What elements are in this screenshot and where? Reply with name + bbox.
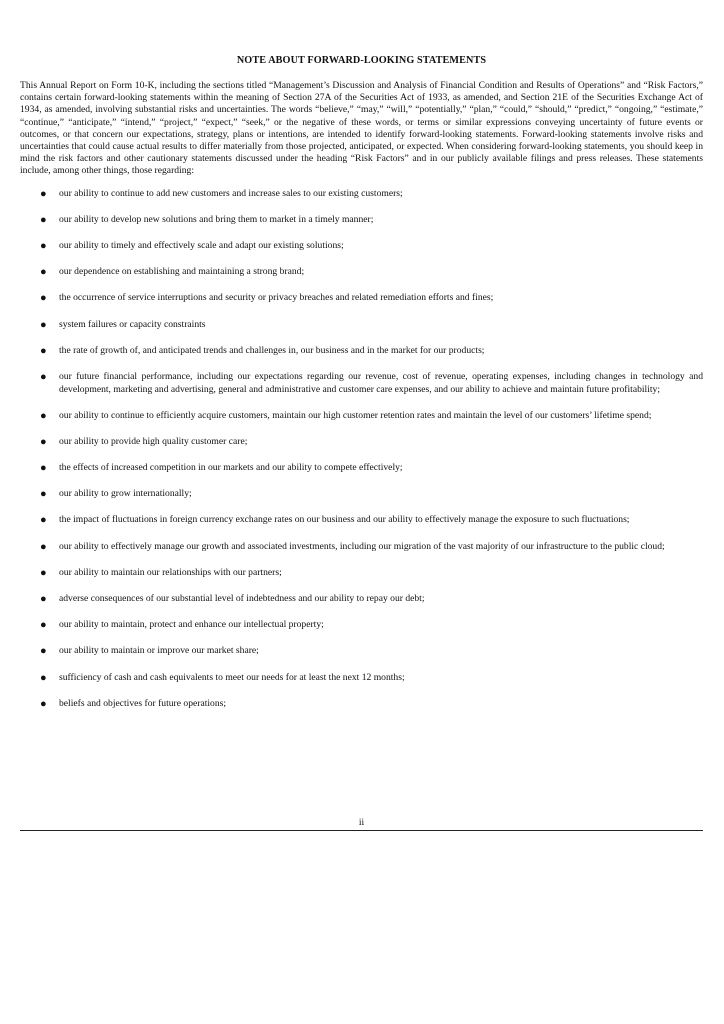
list-item-text: system failures or capacity constraints	[59, 318, 206, 330]
bullet-icon: ●	[40, 645, 47, 658]
list-item-text: adverse consequences of our substantial level of indebtedness and our ability to repay our debt;	[59, 593, 425, 605]
list-item-text: the impact of fluctuations in foreign currency exchange rates on our business and our ability to effectively manage the exposure to such fluctuations;	[59, 514, 630, 526]
bullet-icon: ●	[40, 344, 47, 357]
bullet-icon: ●	[40, 619, 47, 632]
list-item-text: our ability to timely and effectively scale and adapt our existing solutions;	[59, 240, 344, 251]
list-item	[20, 319, 703, 332]
page-title: NOTE ABOUT FORWARD-LOOKING STATEMENTS	[236, 55, 487, 66]
bullet-icon: ●	[40, 370, 47, 383]
bullet-icon: ●	[40, 240, 47, 252]
bullet-icon: ●	[40, 697, 47, 710]
bullet-icon: ●	[40, 266, 47, 279]
list-item	[20, 292, 703, 305]
list-item	[20, 567, 703, 580]
bullet-icon: ●	[40, 514, 47, 527]
list-item	[20, 462, 703, 475]
list-item-text: sufficiency of cash and cash equivalents to meet our needs for at least the next 12 months;	[59, 671, 405, 683]
list-item	[20, 619, 703, 632]
list-item	[20, 541, 703, 554]
list-item-text: our ability to develop new solutions and bring them to market in a timely manner;	[59, 213, 374, 225]
list-item-text: the rate of growth of, and anticipated trends and challenges in, our business and in the market for our products;	[59, 344, 485, 356]
bullet-icon: ●	[40, 566, 47, 579]
list-item-text: our ability to grow internationally;	[59, 488, 192, 500]
list-item-text: our future financial performance, including our expectations regarding our revenue, cost of revenue, operating expenses, including changes in technology and development, marketing and advertising, general and administrative and customer care expenses, and our ability to achieve and maintain future profitability;	[59, 370, 703, 395]
list-item-text: our ability to effectively manage our growth and associated investments, including our migration of the vast majority of our infrastructure to the public cloud;	[59, 540, 665, 552]
bullet-icon: ●	[40, 462, 47, 475]
bullet-icon: ●	[40, 435, 47, 448]
list-item	[20, 371, 703, 396]
list-item-text: our ability to provide high quality customer care;	[59, 435, 248, 447]
bullet-icon: ●	[40, 409, 47, 422]
bullet-icon: ●	[40, 540, 47, 553]
list-item	[20, 240, 703, 253]
list-item	[20, 436, 703, 449]
list-item-text: our ability to continue to efficiently acquire customers, maintain our high customer retention rates and maintain the level of our customers’ lifetime spend;	[59, 409, 652, 421]
document-page	[20, 54, 703, 724]
list-item	[20, 593, 703, 606]
page-number: ii	[358, 817, 365, 828]
intro-paragraph: This Annual Report on Form 10-K, including the sections titled “Management’s Discussion and Analysis of Financial Condition and Results of Operations” and “Risk Factors,” contains certain forward-looking statements within the meaning of Section 27A of the Securities Act of 1933, as amended, and Section 21E of the Securities Exchange Act of 1934, as amended, involving substantial risks and uncertainties. The words “believe,” “may,” “will,” “potentially,” “plan,” “could,” “should,” “predict,” “ongoing,” “estimate,” “continue,” “anticipate,” “intend,” “project,” “expect,” “seek,” or the negative of these words, or terms or similar expressions conveying uncertainty of future events or outcomes, or that concern our expectations, strategy, plans or intentions, are intended to identify forward-looking statements. Forward-looking statements involve risks and uncertainties that could cause actual results to differ materially from those projected, anticipated, or expected. When considering forward-looking statements, you should keep in mind the risk factors and other cautionary statements discussed under the heading “Risk Factors” and in our publicly available filings and press releases. These statements include, among other things, those regarding:	[20, 80, 703, 177]
list-item-text: beliefs and objectives for future operations;	[59, 697, 227, 709]
list-item	[20, 345, 703, 358]
bullet-list	[20, 188, 703, 711]
list-item	[20, 214, 703, 227]
bullet-icon: ●	[40, 671, 47, 684]
list-item	[20, 672, 703, 685]
bullet-icon: ●	[40, 187, 47, 200]
list-item-text: the effects of increased competition in our markets and our ability to compete effectively;	[59, 462, 403, 474]
list-item	[20, 188, 703, 201]
bullet-icon: ●	[40, 488, 47, 501]
list-item	[20, 488, 703, 501]
list-item-text: our ability to continue to add new customers and increase sales to our existing customers;	[59, 187, 403, 199]
list-item	[20, 410, 703, 423]
list-item	[20, 645, 703, 658]
bullet-icon: ●	[40, 292, 47, 305]
list-item-text: the occurrence of service interruptions and security or privacy breaches and related remediation efforts and fines;	[59, 292, 494, 304]
list-item	[20, 514, 703, 527]
list-item-text: our ability to maintain or improve our market share;	[59, 645, 259, 657]
list-item-text: our ability to maintain our relationships with our partners;	[59, 566, 282, 578]
page-footer	[20, 817, 703, 831]
list-item	[20, 266, 703, 279]
bullet-icon: ●	[40, 318, 47, 331]
footer-divider	[20, 830, 703, 831]
list-item-text: our dependence on establishing and maintaining a strong brand;	[59, 266, 305, 278]
bullet-icon: ●	[40, 213, 47, 226]
bullet-icon: ●	[40, 593, 47, 606]
list-item	[20, 698, 703, 711]
list-item-text: our ability to maintain, protect and enhance our intellectual property;	[59, 619, 324, 631]
